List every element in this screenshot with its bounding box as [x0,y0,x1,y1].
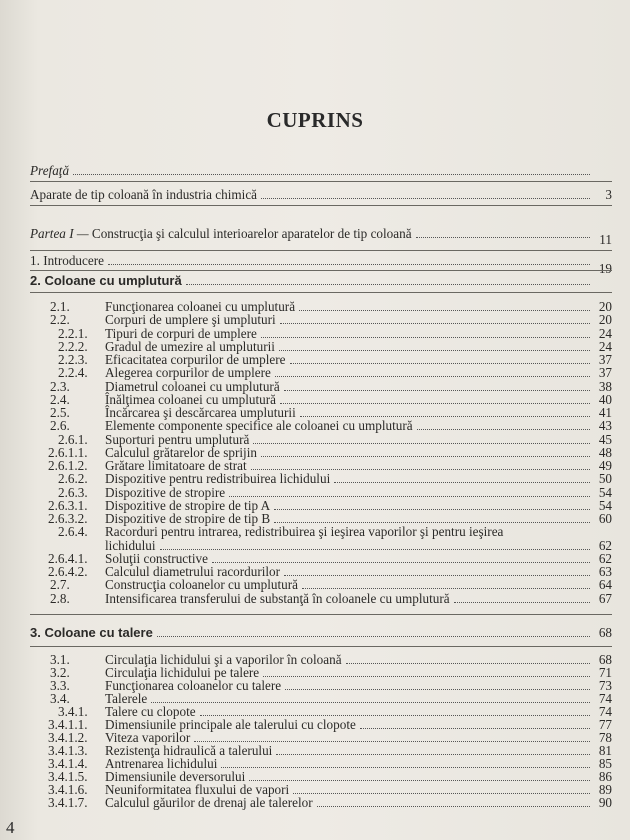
toc-entry-text: Talere cu clopote [105,704,196,719]
leader-dots [261,337,590,338]
toc-entry-page: 19 [598,261,612,276]
leader-dots [285,689,590,690]
toc-entry-number: 2.3. [50,378,70,394]
toc-entry-page: 45 [598,431,612,447]
toc-entry-text: Dimensiunile deversorului [105,769,246,784]
toc-entry-text: Suporturi pentru umplutură [105,431,250,447]
toc-entry-number: 2.6.3. [58,484,88,500]
toc-entry-number: 2.7. [50,577,70,593]
toc-entry [30,253,612,276]
toc-entry-text: Calculul găurilor de drenaj ale talerelor [105,795,313,810]
toc-entry-page: 20 [598,299,612,314]
leader-dots [251,469,590,470]
leader-dots [275,376,590,377]
leader-dots [274,509,590,510]
leader-dots [416,237,590,238]
toc-entry-page: 62 [598,550,612,566]
toc-entry-text: Antrenarea lichidului [105,756,218,771]
toc-entry-text: Calculul grătarelor de sprijin [105,444,257,460]
leader-dots [279,350,590,351]
toc-entry-number: 3.4.1.3. [48,743,88,758]
toc-chapter-2 [30,273,612,288]
toc-entry-preface [30,163,612,178]
toc-entry-page: 90 [598,795,612,810]
leader-dots [229,496,590,497]
toc-entry-text: Circulaţia lichidului şi a vaporilor în coloană [105,652,342,667]
leader-dots [253,443,590,444]
toc-entry-page: 74 [598,691,612,706]
toc-entry-page: 74 [598,704,612,719]
leader-dots [73,174,590,175]
toc-entry-number: 2.2.4. [58,365,88,381]
toc-entry-page: 62 [598,537,612,553]
leader-dots [290,363,591,364]
toc-entry-number: 2.5. [50,405,70,420]
toc-entry-page: 3 [605,187,612,202]
toc-entry-number: 3.4.1.4. [48,756,88,771]
toc-entry-page: 89 [598,782,612,797]
divider [30,250,612,251]
leader-dots [160,549,590,550]
part-prefix: Partea I — [30,226,89,241]
toc-entry-text: Tipuri de corpuri de umplere [105,325,257,341]
toc-entry-text: Dispozitive de stropire de tip B [105,511,271,526]
toc-entry-page: 40 [598,391,612,407]
toc-chapter-3 [30,625,612,640]
toc-entry-page: 38 [598,378,612,394]
leader-dots [300,416,590,417]
toc-entry-text: Funcţionarea coloanelor cu talere [105,678,282,693]
toc-entry-number: 3.4.1.1. [48,717,88,732]
toc-entry-page: 81 [598,743,612,758]
toc-entry-page: 24 [598,338,612,354]
toc-entry-page: 63 [598,564,612,579]
leader-dots [293,793,590,794]
leader-dots [346,663,590,664]
toc-entry-text: Diametrul coloanei cu umplutură [105,378,280,394]
leader-dots [302,588,590,589]
toc-entry-number: 3.4. [50,691,70,706]
toc-entry-number: 2.6.4.1. [48,550,88,566]
leader-dots [194,741,590,742]
toc-entry-text: Încărcarea şi descărcarea umpluturii [105,405,296,420]
toc-entry-page: 77 [598,717,612,732]
leader-dots [221,767,590,768]
toc-entry-text: Aparate de tip coloană în industria chimică [30,187,258,202]
toc-entry-text: Corpuri de umplere şi umpluturi [105,312,276,328]
leader-dots [284,390,590,391]
leader-dots [261,198,590,199]
leader-dots [108,264,590,265]
toc-entry-text: 2. Coloane cu umplutură [30,273,182,288]
toc-entry-number: 2.6.2. [58,471,88,487]
page-title: CUPRINS [266,108,364,132]
toc-entry-text: lichidului [105,537,156,553]
toc-entry-text: Eficacitatea corpurilor de umplere [105,352,286,367]
divider [30,270,612,271]
toc-entry-number: 2.6.4. [58,524,88,540]
toc-entry-page: 85 [598,756,612,771]
toc-entry-text: Circulaţia lichidului pe talere [105,665,260,680]
toc-entry-number: 2.6.1.2. [48,458,88,473]
toc-entry-page: 54 [598,497,612,513]
toc-entry-page: 43 [598,418,612,434]
divider [30,181,612,182]
toc-entry-page: 68 [598,625,612,640]
leader-dots [360,728,590,729]
divider [30,292,612,293]
toc-entry-text: Prefaţă [30,163,70,178]
divider [30,646,612,647]
toc-entry-page: 37 [598,352,612,367]
page-number: 4 [6,818,15,837]
leader-dots [151,702,590,703]
toc-entry-number: 2.6.3.2. [48,511,88,526]
leader-dots [317,806,590,807]
toc-entry-number: 3.3. [50,678,70,693]
toc-entry-page: 41 [598,405,612,420]
leader-dots [417,429,590,430]
leader-dots [334,482,590,483]
leader-dots [249,780,590,781]
toc-entry-page: 37 [598,365,612,381]
leader-dots [454,602,590,603]
toc-entry-text: Construcţia coloanelor cu umplutură [105,577,298,593]
toc-entry-page: 86 [598,769,612,784]
toc-entry-page: 78 [598,730,612,745]
toc-entry-text: Grătare limitatoare de strat [105,458,247,473]
divider [30,614,612,615]
leader-dots [280,323,590,324]
toc-entry-number: 2.6.4.2. [48,564,88,579]
leader-dots [280,403,590,404]
toc-entry-text: Funcţionarea coloanei cu umplutură [105,299,296,314]
leader-dots [276,754,590,755]
toc-entry-number: 3.4.1.5. [48,769,88,784]
toc-entry-page: 67 [598,590,612,606]
toc-entry-text: Talerele [105,691,148,706]
divider [30,205,612,206]
toc-entry-text: Înălţimea coloanei cu umplutură [105,391,277,407]
toc-entry-number: 3.4.1. [58,704,88,719]
toc-entry-number: 2.2.2. [58,338,88,354]
toc-entry-text: Rezistenţa hidraulică a talerului [105,743,273,758]
toc-entry-text: 1. Introducere [30,253,104,268]
toc-entry-page: 73 [598,678,612,693]
toc-entry-page: 71 [598,665,612,680]
toc-entry-page: 50 [598,471,612,487]
toc-entry-page: 48 [598,444,612,460]
toc-entry [30,187,612,202]
toc-entry-number: 2.4. [50,391,70,407]
toc-entry-text: Neuniformitatea fluxului de vapori [105,782,290,797]
toc-entry-text: Intensificarea transferului de substanţă în coloanele cu umplutură [105,590,450,606]
toc-entry-page: 11 [599,232,612,247]
toc-entry-text: Racorduri pentru intrarea, redistribuirea şi ieşirea vaporilor şi pentru ieşirea [105,524,504,540]
leader-dots [274,522,590,523]
toc-entry-page: 20 [598,312,612,328]
toc-entry-text: Viteza vaporilor [105,730,191,745]
toc-entry-text: Dimensiunile principale ale talerului cu clopote [105,717,356,732]
toc-entry [50,591,612,606]
leader-dots [263,676,590,677]
toc-entry-page: 68 [598,652,612,667]
toc-entry-number: 2.8. [50,590,70,606]
toc-entry-page: 54 [598,484,612,500]
toc-entry-page: 24 [598,325,612,341]
toc-entry-number: 2.6.1. [58,431,88,447]
toc-entry-number: 3.4.1.6. [48,782,88,797]
leader-dots [261,456,590,457]
toc-entry-page: 64 [598,577,612,593]
toc-entry-text: Alegerea corpurilor de umplere [105,365,271,381]
toc-entry-number: 2.6.1.1. [48,444,88,460]
toc-entry-number: 3.1. [50,652,70,667]
toc-entry-number: 2.2. [50,312,70,328]
toc-entry-number: 2.1. [50,299,70,314]
leader-dots [186,284,590,285]
toc-entry [48,795,612,810]
toc-entry-text: Calculul diametrului racordurilor [105,564,281,579]
leader-dots [157,636,590,637]
toc-entry-number: 3.2. [50,665,70,680]
leader-dots [299,310,590,311]
toc-entry-number: 2.6. [50,418,70,434]
toc-entry-page: 49 [598,458,612,473]
toc-entry-number: 2.2.3. [58,352,88,367]
leader-dots [284,575,590,576]
toc-entry-text: 3. Coloane cu talere [30,625,153,640]
toc-entry-number: 2.6.3.1. [48,497,88,513]
toc-entry-part [30,226,612,247]
toc-entry-number: 3.4.1.7. [48,795,88,810]
toc-entry-text: Construcţia şi calculul interioarelor aparatelor de tip coloană [91,226,412,241]
toc-entry-text: Dispozitive de stropire de tip A [105,497,271,513]
toc-entry-text: Elemente componente specifice ale coloanei cu umplutură [105,418,413,434]
toc-entry-number: 2.2.1. [58,325,88,341]
toc-entry-number: 3.4.1.2. [48,730,88,745]
toc-entry-text: Soluţii constructive [105,550,208,566]
toc-entry-text: Dispozitive pentru redistribuirea lichidului [105,471,331,487]
toc-entry-text: Dispozitive de stropire [105,484,226,500]
toc-entry-text: Gradul de umezire al umpluturii [105,338,275,354]
toc-entry-page: 60 [598,511,612,526]
leader-dots [200,715,590,716]
leader-dots [212,562,590,563]
